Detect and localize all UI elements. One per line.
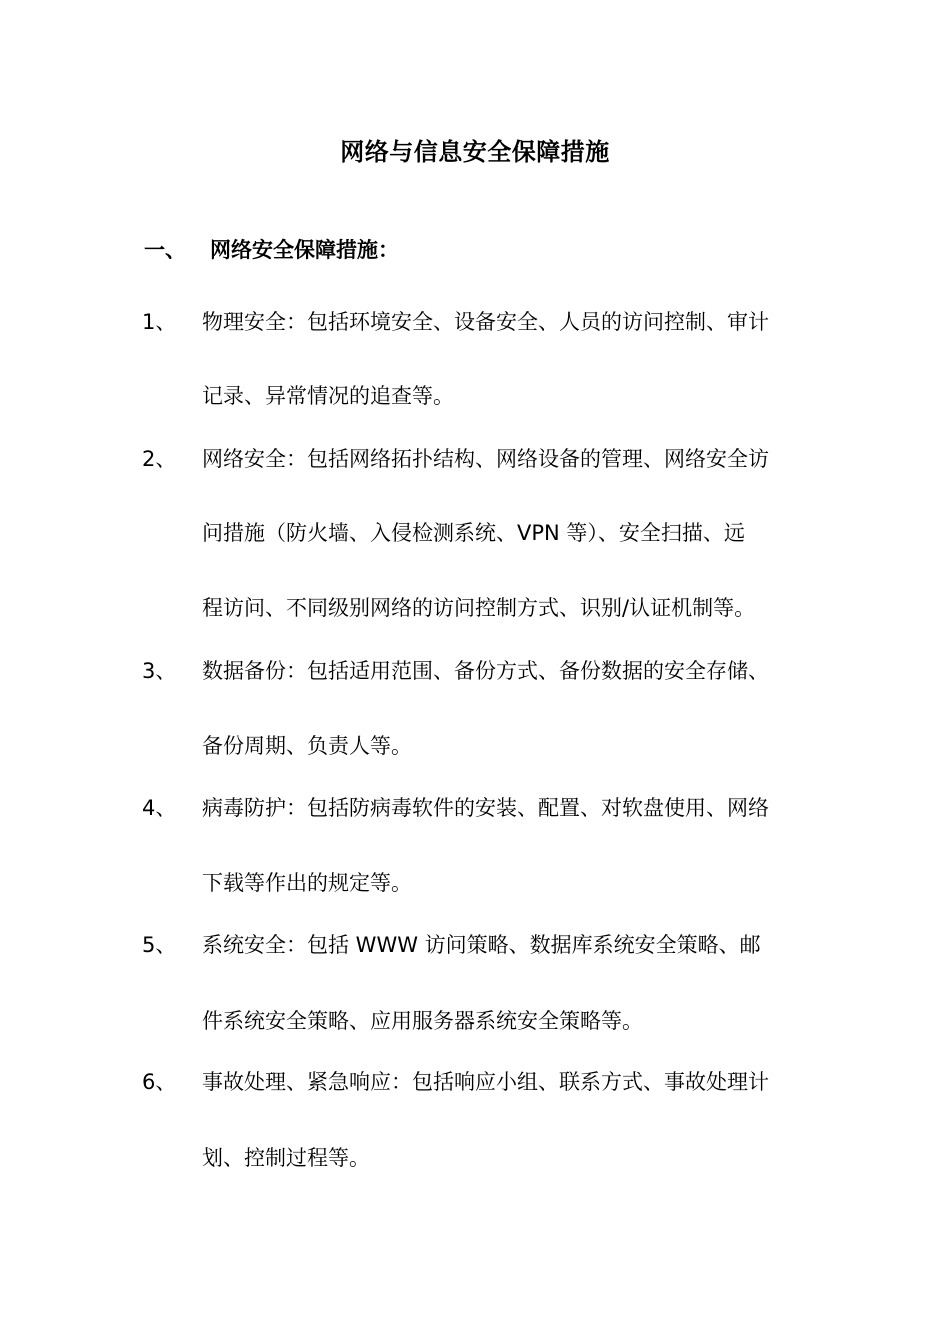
list-item-line: 件系统安全策略、应用服务器系统安全策略等。 (202, 1009, 643, 1033)
list-item-line: 下载等作出的规定等。 (202, 871, 412, 895)
list-item-number: 4、 (142, 796, 177, 820)
list-item-line: 病毒防护：包括防病毒软件的安装、配置、对软盘使用、网络 (202, 796, 769, 820)
list-item-number: 2、 (142, 447, 177, 471)
list-item-line: 网络安全：包括网络拓扑结构、网络设备的管理、网络安全访 (202, 447, 769, 471)
list-item-number: 1、 (142, 310, 177, 334)
document-title: 网络与信息安全保障措施 (340, 138, 610, 166)
list-item-number: 3、 (142, 659, 177, 683)
list-item-line: 备份周期、负责人等。 (202, 734, 412, 758)
list-item-line: 问措施（防火墙、入侵检测系统、VPN 等）、安全扫描、远 (202, 521, 745, 545)
list-item-line: 物理安全：包括环境安全、设备安全、人员的访问控制、审计 (202, 310, 769, 334)
list-item-line: 数据备份：包括适用范围、备份方式、备份数据的安全存储、 (202, 659, 769, 683)
list-item-line: 事故处理、紧急响应：包括响应小组、联系方式、事故处理计 (202, 1070, 769, 1094)
section-heading (144, 234, 399, 266)
list-item-line: 系统安全：包括 WWW 访问策略、数据库系统安全策略、邮 (202, 933, 761, 957)
section-number: 一、 (144, 238, 186, 262)
section-heading-text: 网络安全保障措施： (210, 238, 399, 262)
list-item-number: 5、 (142, 933, 177, 957)
list-item-line: 划、控制过程等。 (202, 1146, 370, 1170)
list-item-line: 程访问、不同级别网络的访问控制方式、识别/认证机制等。 (202, 596, 756, 620)
list-item-number: 6、 (142, 1070, 177, 1094)
list-item-line: 记录、异常情况的追查等。 (202, 384, 454, 408)
